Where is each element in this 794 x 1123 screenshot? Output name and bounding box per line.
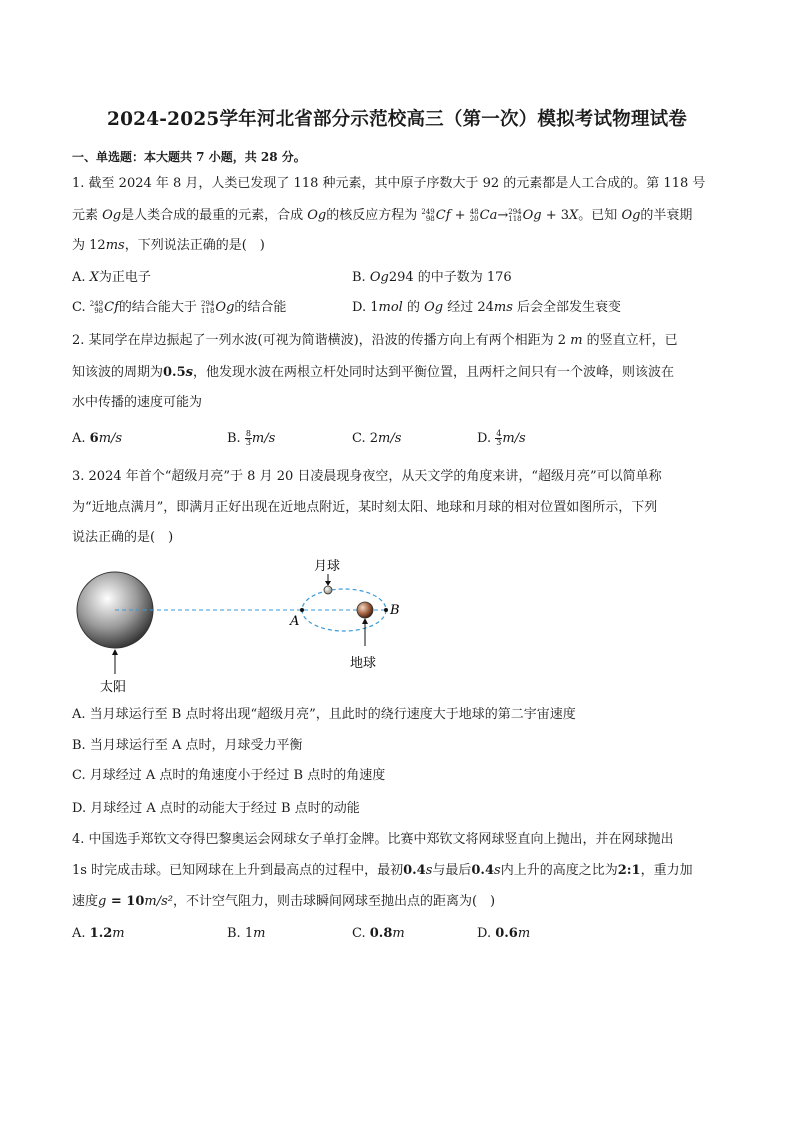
q2-line-3: 水中传播的速度可能为 (72, 395, 203, 410)
q1-option-a[interactable]: A. X为正电子 (72, 270, 151, 285)
sun-earth-moon-diagram (60, 550, 420, 700)
q3-option-d[interactable]: D. 月球经过 A 点时的动能大于经过 B 点时的动能 (72, 801, 360, 816)
sun-label: 太阳 (100, 680, 127, 695)
earth-label: 地球 (350, 656, 377, 671)
q4-option-b[interactable]: B. 1m (227, 926, 266, 941)
q3-option-b[interactable]: B. 当月球运行至 A 点时，月球受力平衡 (72, 738, 303, 753)
q2-option-d[interactable]: D. $\frac{4}{3}$ m/s (477, 429, 526, 447)
point-a-label: A (290, 614, 300, 629)
q3-option-c[interactable]: C. 月球经过 A 点时的角速度小于经过 B 点时的角速度 (72, 768, 386, 783)
q2-option-c[interactable]: C. 2m/s (352, 431, 402, 446)
q2-option-a[interactable]: A. 6m/s (72, 431, 123, 446)
point-b-label: B (390, 603, 400, 618)
point-b (384, 608, 388, 612)
q4-option-a[interactable]: A. 1.2m (72, 926, 125, 941)
q3-line-3: 说法正确的是( ) (72, 530, 174, 545)
q1-line-2: 元素 Og是人类合成的最重的元素，合成 Og的核反应方程为 249 98 Cf + 48 20 Ca→ 294 118 Og + 3X。已知 Og的半衰期 (72, 207, 693, 223)
point-a (300, 608, 304, 612)
q1-option-d[interactable]: D. 1mol 的 Og 经过 24ms 后会全部发生衰变 (352, 300, 622, 315)
q4-line-2: 1s 时完成击球。已知网球在上升到最高点的过程中，最初0.4s与最后0.4s内上升的高度之比为2:1，重力加 (72, 863, 693, 878)
q3-line-1: 3. 2024 年首个“超级月亮”于 8 月 20 日凌晨现身夜空，从天文学的角度来讲，“超级月亮”可以简单称 (72, 469, 662, 484)
earth-circle (357, 602, 373, 618)
q2-line-2: 知该波的周期为0.5s，他发现水波在两根立杆处同时达到平衡位置，且两杆之间只有一个波峰，则该波在 (72, 365, 674, 380)
q4-option-d[interactable]: D. 0.6m (477, 926, 531, 941)
moon-circle (324, 586, 332, 594)
q3-option-a[interactable]: A. 当月球运行至 B 点时将出现“超级月亮”，且此时的绕行速度大于地球的第二宇宙速度 (72, 707, 576, 722)
q2-line-1: 2. 某同学在岸边振起了一列水波(可视为简谐横波)，沿波的传播方向上有两个相距为 2 m 的竖直立杆，已 (72, 333, 678, 348)
q4-line-1: 4. 中国选手郑钦文夺得巴黎奥运会网球女子单打金牌。比赛中郑钦文将网球竖直向上抛出，并在网球抛出 (72, 832, 674, 847)
q4-option-c[interactable]: C. 0.8m (352, 926, 405, 941)
q2-option-b[interactable]: B. $\frac{8}{3}$ m/s (227, 429, 276, 447)
q1-line-1: 1. 截至 2024 年 8 月，人类已发现了 118 种元素，其中原子序数大于 92 的元素都是人工合成的。第 118 号 (72, 176, 706, 191)
moon-label: 月球 (314, 559, 341, 574)
q1-line-3: 为 12ms，下列说法正确的是( ) (72, 238, 265, 253)
q1-option-c[interactable]: C. 249 98 Cf的结合能大于 294 118 Og的结合能 (72, 299, 287, 315)
q3-line-2: 为“近地点满月”，即满月正好出现在近地点附近，某时刻太阳、地球和月球的相对位置如图所示，下列 (72, 500, 658, 515)
q4-line-3: 速度g = 10m/s²，不计空气阻力，则击球瞬间网球至抛出点的距离为( ) (72, 894, 496, 909)
q1-option-b[interactable]: B. Og294 的中子数为 176 (352, 270, 512, 285)
page-title: 2024-2025学年河北省部分示范校高三（第一次）模拟考试物理试卷 (107, 109, 687, 130)
section-heading: 一、单选题：本大题共 7 小题，共 28 分。 (72, 150, 306, 164)
